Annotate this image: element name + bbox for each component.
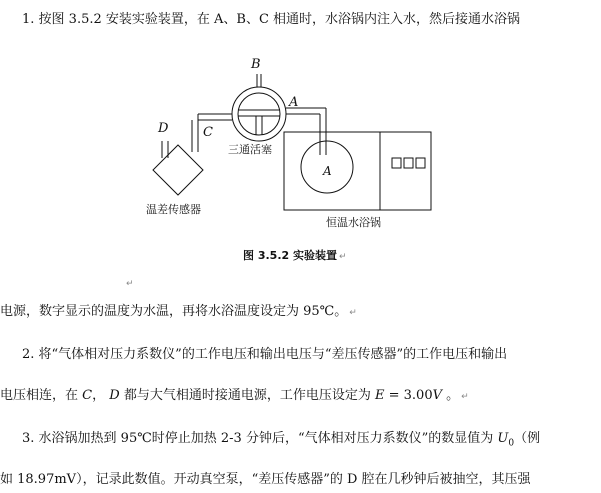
label-a-top: A — [289, 95, 299, 110]
unit-v: V — [432, 388, 442, 403]
label-bath: 恒温水浴锅 — [326, 216, 381, 229]
step2-line1-text: 2. 将“气体相对压力系数仪”的工作电压和输出电压与“差压传感器”的工作电压和输出 — [22, 347, 508, 362]
label-d: D — [158, 121, 169, 136]
figure-caption: 图 3.5.2 实验装置 — [243, 249, 337, 262]
step3-line1-text-b: （例 — [514, 431, 541, 446]
var-e: E — [375, 388, 385, 403]
step2-line2-text-d: = 3.00 — [384, 388, 433, 403]
display-digit-2 — [404, 158, 413, 168]
continued-text: 电源，数字显示的温度为水温，再将水浴温度设定为 95℃。 — [0, 304, 348, 319]
label-valve: 三通活塞 — [228, 143, 272, 156]
paragraph-mark: ↵ — [349, 308, 357, 318]
temp-diff-sensor — [153, 145, 203, 195]
paragraph-mark: ↵ — [126, 279, 134, 289]
step2-line1 — [22, 347, 507, 363]
step3-line2-text: 如 18.97mV），记录此数值。开动真空泵，“差压传感器”的 D 腔在几秒钟后被抽空，其压强 — [0, 472, 531, 487]
step3-line2 — [0, 472, 531, 488]
figure-caption-line — [243, 248, 347, 265]
paragraph-mark: ↵ — [461, 392, 469, 402]
paragraph-mark: ↵ — [338, 252, 347, 262]
step3-line1-text-a: 3. 水浴锅加热到 95℃时停止加热 2-3 分钟后，“气体相对压力系数仪”的数显值为 — [22, 431, 494, 446]
three-way-valve-inner — [238, 93, 280, 135]
var-d: D — [109, 388, 120, 403]
label-sensor: 温差传感器 — [146, 203, 201, 216]
step2-line2-text-b: ， — [92, 388, 106, 403]
step2-line2-text-e: 。 — [442, 388, 460, 403]
step2-line2-text-a: 电压相连，在 — [0, 388, 79, 403]
water-bath — [284, 132, 431, 210]
sub-0: 0 — [508, 438, 515, 449]
var-u: U — [497, 431, 509, 446]
label-c: C — [203, 125, 213, 140]
empty-line — [124, 275, 134, 292]
label-b: B — [251, 57, 261, 72]
label-a-flask: A — [323, 164, 332, 178]
step3-line1 — [22, 431, 540, 452]
step2-line2-text-c: 都与大气相通时接通电源，工作电压设定为 — [123, 388, 371, 403]
display-digit-1 — [392, 158, 401, 168]
display-digit-3 — [416, 158, 425, 168]
step1-text: 1. 按图 3.5.2 安装实验装置，在 A、B、C 相通时，水浴锅内注入水，然后接通水浴锅 — [22, 12, 521, 27]
continued-line — [0, 304, 357, 321]
three-way-valve-outer — [232, 87, 286, 141]
step2-line2 — [0, 388, 469, 405]
var-c: C — [82, 388, 93, 403]
